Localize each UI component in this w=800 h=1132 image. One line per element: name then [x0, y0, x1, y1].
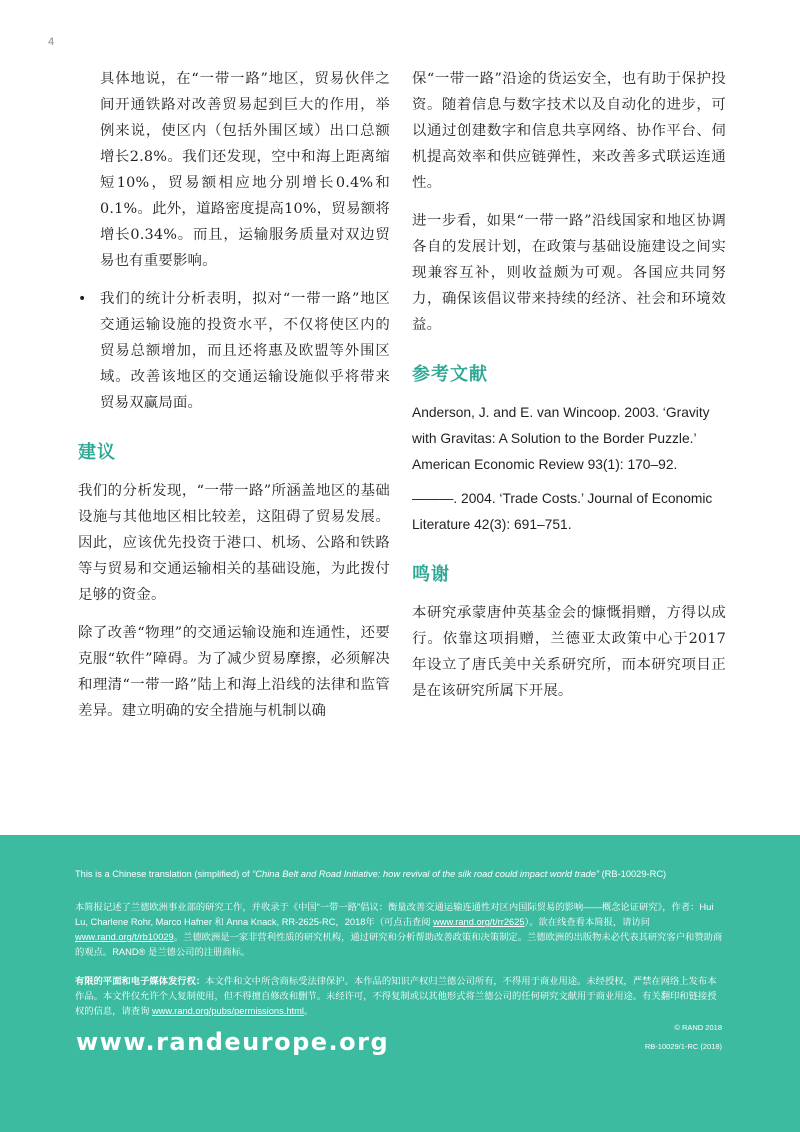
right-column [412, 66, 726, 716]
rights-text: 本文件和文中所含商标受法律保护。本作品的知识产权归兰德公司所有，不得用于商业用途。未经授权，严禁在网络上发布本作品。本文件仅允许个人复制使用，但不得擅自修改和删节。未经许可，不得复制或以其他形式将兰德公司的任何研究文献用于商业用途。有关翻印和链接授权的信息，请查询 [75, 976, 717, 1016]
findings-paragraph: 具体地说，在“一带一路”地区，贸易伙伴之间开通铁路对改善贸易起到巨大的作用，举例来说，使区内（包括外围区域）出口总额增长2.8%。我们还发现，空中和海上距离缩短10%，贸易额相应地分别增长0.4%和0.1%。此外，道路密度提高10%，贸易额将增长0.34%。而且，运输服务质量对双边贸易也有重要影响。 [100, 71, 390, 269]
bullet-item [78, 286, 390, 416]
acknowledgements-heading: 鸣谢 [412, 564, 450, 585]
outlook-paragraph: 进一步看，如果“一带一路”沿线国家和地区协调各自的发展计划，在政策与基础设施建设之间实现兼容互补，则收益颇为可观。各国应共同努力，确保该倡议带来持续的经济、社会和环境效益。 [412, 213, 726, 333]
reference-1: Anderson, J. and E. van Wincoop. 2003. ‘Gravity with Gravitas: A Solution to the Border Puzzle.’ American Economic Review 93(1): 170–92. [412, 405, 710, 472]
left-column [78, 66, 390, 736]
continuation-paragraph: 保“一带一路”沿途的货运安全，也有助于保护投资。随着信息与数字技术以及自动化的进步，可以通过创建数字和信息共享网络、协作平台、伺机提高效率和供应链弹性，来改善多式联运连通性。 [412, 71, 726, 191]
acknowledgements-paragraph: 本研究承蒙唐仲英基金会的慷慨捐赠，方得以成行。依靠这项捐赠，兰德亚太政策中心于2017年设立了唐氏美中关系研究所，而本研究项目正是在该研究所属下开展。 [412, 605, 726, 699]
rights-label: 有限的平面和电子媒体发行权： [75, 976, 206, 986]
copyright-notice: © RAND 2018 [674, 1023, 722, 1032]
page-number: 4 [48, 36, 55, 48]
website-url[interactable]: www.randeurope.org [76, 1028, 390, 1056]
summary-note [75, 900, 725, 960]
translation-title: “China Belt and Road Initiative: how revival of the silk road could impact world trade” [252, 869, 599, 879]
brief-link[interactable]: www.rand.org/t/rb10029 [75, 932, 174, 942]
recommendations-paragraph-1: 我们的分析发现，“一带一路”所涵盖地区的基础设施与其他地区相比较差，这阻碍了贸易发展。因此，应该优先投资于港口、机场、公路和铁路等与贸易和交通运输相关的基础设施，为此拨付足够的资金。 [78, 483, 390, 603]
footer [0, 835, 800, 1132]
summary-text-3: 。兰德欧洲是一家非营利性质的研究机构，通过研究和分析帮助改善政策和决策制定。兰德欧洲的出版物未必代表其研究客户和赞助商的观点。RAND® 是兰德公司的注册商标。 [75, 932, 723, 957]
reference-2: ———. 2004. ‘Trade Costs.’ Journal of Economic Literature 42(3): 691–751. [412, 491, 713, 532]
translation-prefix: This is a Chinese translation (simplified) of [75, 869, 253, 879]
bullet-text: 我们的统计分析表明，拟对“一带一路”地区交通运输设施的投资水平，不仅将使区内的贸易总额增加，而且还将惠及欧盟等外围区域。改善该地区的交通运输设施似乎将带来贸易双赢局面。 [100, 291, 390, 411]
recommendations-paragraph-2: 除了改善“物理”的交通运输设施和连通性，还要克服“软件”障碍。为了减少贸易摩擦，必须解决和理清“一带一路”陆上和海上沿线的法律和监管差异。建立明确的安全措施与机制以确 [78, 625, 390, 719]
recommendations-heading: 建议 [78, 442, 116, 463]
copyright-block [645, 1018, 722, 1056]
document-id: RB-10029/1-RC (2018) [644, 1042, 722, 1051]
rights-end: 。 [303, 1006, 314, 1016]
summary-text-2: ）。欲在线查看本简报，请访问 [524, 917, 651, 927]
footer-text-block [75, 867, 725, 1019]
report-link[interactable]: www.rand.org/t/rr2625 [433, 917, 525, 927]
permissions-link[interactable]: www.rand.org/pubs/permissions.html [151, 1006, 304, 1016]
translation-note [75, 867, 725, 882]
rights-note [75, 974, 725, 1019]
references-heading: 参考文献 [412, 364, 488, 385]
bullet-icon: • [78, 291, 87, 307]
translation-suffix: (RB-10029-RC) [598, 869, 667, 879]
summary-text-1: 本简报记述了兰德欧洲事业部的研究工作，并收录于《中国“一带一路”倡议：衡量改善交通运输连通性对区内国际贸易的影响——概念论证研究》，作者：Hui Lu, Charlene Rohr, Marco Hafner 和 Anna Knack, RR-2625-RC，2018年（可点击查阅 [75, 902, 714, 927]
